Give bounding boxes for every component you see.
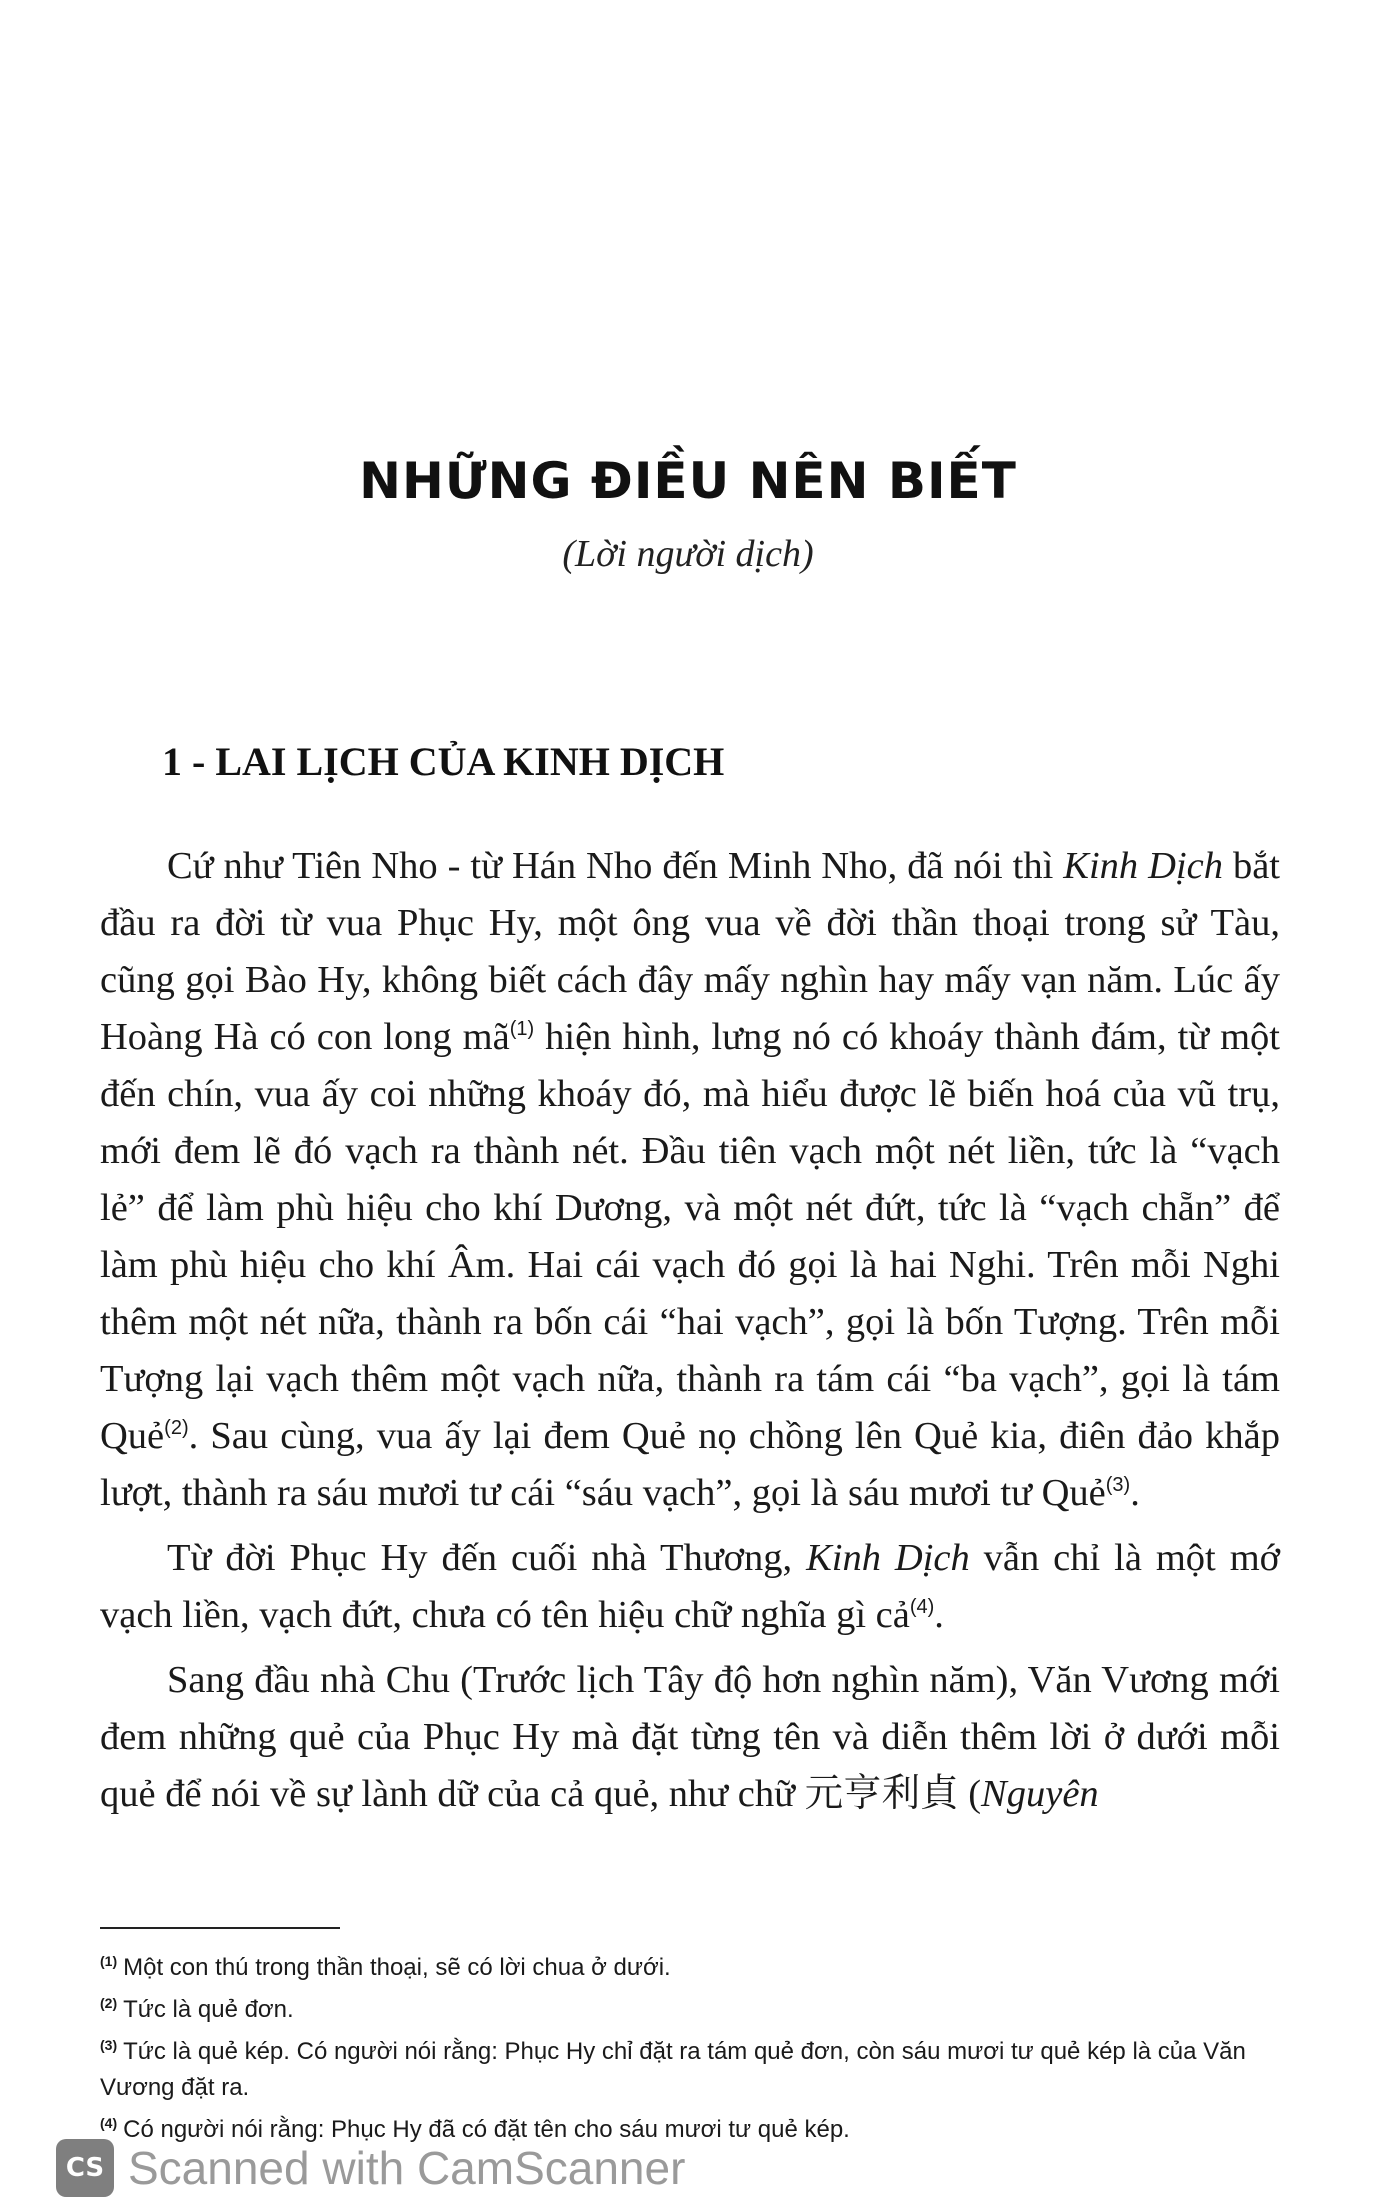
camscanner-logo-icon: CS: [56, 2139, 114, 2197]
footnote-ref-3: (3): [1105, 1474, 1131, 1497]
footnote-text: Tức là quẻ đơn.: [123, 1996, 294, 2023]
text-run: .: [934, 1594, 944, 1636]
footnote-text: Tức là quẻ kép. Có người nói rằng: Phục Hy chỉ đặt ra tám quẻ đơn, còn sáu mươi tư quẻ kép là của Văn Vương đặt ra.: [100, 2038, 1246, 2101]
footnote-1: [100, 1950, 1280, 1986]
footnote-marker: (4): [100, 2115, 118, 2131]
text-run: vẫn chỉ là một mớ vạch liền, vạch đứt, chưa có tên hiệu chữ nghĩa gì cả: [100, 1537, 1280, 1636]
footnote-ref-4: (4): [909, 1596, 935, 1619]
watermark-text: Scanned with CamScanner: [128, 2142, 686, 2194]
footnote-text: Có người nói rằng: Phục Hy đã có đặt tên cho sáu mươi tư quẻ kép.: [123, 2116, 850, 2143]
footnote-marker: (2): [100, 1995, 118, 2011]
footnote-text: Một con thú trong thần thoại, sẽ có lời chua ở dưới.: [123, 1954, 671, 1981]
text-run: bắt đầu ra đời từ vua Phục Hy, một ông vua về đời thần thoại trong sử Tàu, cũng gọi Bào Hy, không biết cách đây mấy nghìn hay mấy vạn năm. Lúc ấy Hoàng Hà có con long mã: [100, 845, 1280, 1058]
paragraph-2: [100, 1530, 1280, 1644]
camscanner-watermark: [56, 2138, 685, 2198]
footnote-ref-1: (1): [509, 1018, 535, 1041]
body-text: [100, 838, 1280, 1831]
footnote-marker: (3): [100, 2037, 118, 2053]
footnote-2: [100, 1992, 1280, 2028]
text-run: Từ đời Phục Hy đến cuối nhà Thương,: [167, 1537, 807, 1579]
text-run: . Sau cùng, vua ấy lại đem Quẻ nọ chồng lên Quẻ kia, điên đảo khắp lượt, thành ra sáu mươi tư cái “sáu vạch”, gọi là sáu mươi tư Quẻ: [100, 1415, 1280, 1514]
book-title-italic: Kinh Dịch: [1063, 845, 1223, 887]
paragraph-3: [100, 1652, 1280, 1823]
paragraph-1: [100, 838, 1280, 1522]
text-run: hiện hình, lưng nó có khoáy thành đám, từ một đến chín, vua ấy coi những khoáy đó, mà hiểu được lẽ biến hoá của vũ trụ, mới đem lẽ đó vạch ra thành nét. Đầu tiên vạch một nét liền, tức là “vạch lẻ” để làm phù hiệu cho khí Dương, và một nét đứt, tức là “vạch chẵn” để làm phù hiệu cho khí Âm. Hai cái vạch đó gọi là hai Nghi. Trên mỗi Nghi thêm một nét nữa, thành ra bốn cái “hai vạch”, gọi là bốn Tượng. Trên mỗi Tượng lại vạch thêm một vạch nữa, thành ra tám cái “ba vạch”, gọi là tám Quẻ: [100, 1016, 1280, 1457]
text-run: Sang đầu nhà Chu (Trước lịch Tây độ hơn nghìn năm), Văn Vương mới đem những quẻ của Phục Hy mà đặt từng tên và diễn thêm lời ở dưới mỗi quẻ để nói về sự lành dữ của cả quẻ, như chữ 元亨利貞 (: [100, 1659, 1280, 1815]
page-subtitle: (Lời người dịch): [562, 533, 814, 575]
footnote-divider: [100, 1927, 340, 1929]
text-run: Cứ như Tiên Nho - từ Hán Nho đến Minh Nho, đã nói thì: [167, 845, 1064, 887]
footnote-3: [100, 2034, 1280, 2106]
footnotes: [100, 1950, 1280, 2154]
book-title-italic: Kinh Dịch: [806, 1537, 970, 1579]
term-italic: Nguyên: [981, 1773, 1099, 1815]
page-title: NHỮNG ĐIỀU NÊN BIẾT: [359, 452, 1017, 510]
section-heading: 1 - LAI LỊCH CỦA KINH DỊCH: [162, 739, 725, 784]
footnote-ref-2: (2): [164, 1417, 189, 1440]
text-run: .: [1130, 1472, 1140, 1514]
footnote-marker: (1): [100, 1953, 118, 1969]
